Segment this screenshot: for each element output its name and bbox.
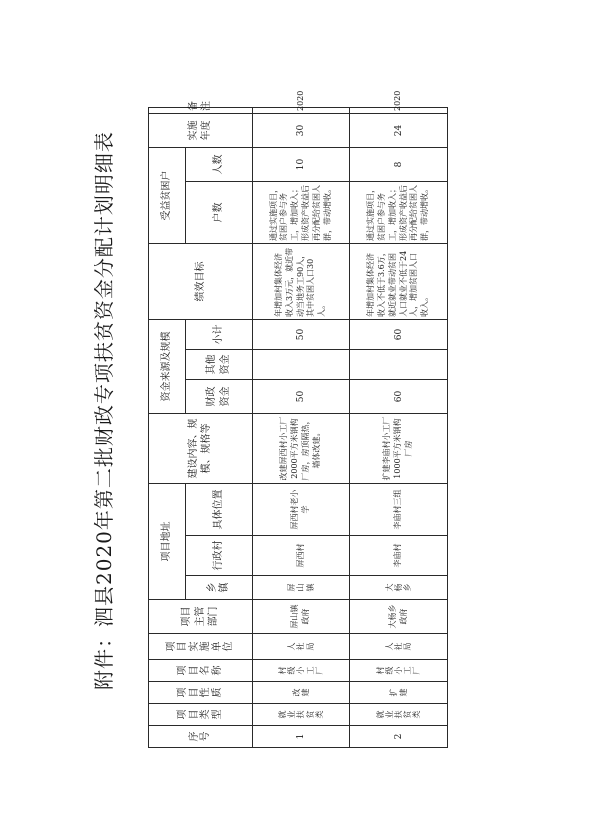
table-row [350, 108, 448, 748]
header-type: 项目类型 [149, 704, 253, 726]
cell-type: 就业扶贫类 [252, 704, 350, 726]
page-title: 附件：泗县2020年第二批财政专项扶贫资金分配计划明细表 [91, 131, 116, 690]
header-subtotal: 小计 [185, 320, 252, 350]
cell-content: 改建屏西村小工厂2000平方米钢构厂房，房顶隔热，墙体改建。 [252, 414, 350, 484]
cell-nature: 改建 [252, 682, 350, 704]
header-remark: 备注 [149, 108, 253, 114]
cell-households: 通过实施项目，贫困户参与务工，增加收入；形成资产收益后再分配给贫困人群，带动增收。 [252, 182, 350, 244]
cell-goal: 年增加村集体经济收入3万元，就近带动当地务工90人，其中贫困人口30人。 [252, 244, 350, 320]
header-unit: 项目实施单位 [149, 634, 253, 660]
cell-other [350, 350, 448, 380]
cell-fiscal: 50 [252, 380, 350, 414]
header-dept: 项目主管部门 [149, 600, 253, 634]
header-site: 具体位置 [185, 484, 252, 536]
cell-name: 村级小工厂 [252, 660, 350, 682]
header-row-1 [149, 108, 186, 748]
header-content: 建设内容、规模、规格等 [149, 414, 253, 484]
cell-subtotal: 50 [252, 320, 350, 350]
cell-seq: 2 [350, 726, 448, 748]
cell-seq: 1 [252, 726, 350, 748]
header-seq: 序号 [149, 726, 253, 748]
cell-unit: 人社局 [350, 634, 448, 660]
cell-remark: 2020 [252, 108, 350, 114]
header-location: 项目地址 [149, 484, 186, 600]
cell-other [252, 350, 350, 380]
header-persons: 人数 [185, 148, 252, 182]
header-goal: 绩效目标 [149, 244, 253, 320]
cell-year: 30 [252, 114, 350, 148]
table-row [252, 108, 350, 748]
cell-persons: 10 [252, 148, 350, 182]
allocation-table-wrapper [148, 90, 448, 748]
header-other: 其他资金 [185, 350, 252, 380]
cell-households: 通过实施项目，贫困户参与务工，增加收入；形成资产收益后再分配给贫困人群，带动增收。 [350, 182, 448, 244]
cell-village: 屏西村 [252, 536, 350, 576]
cell-persons: 8 [350, 148, 448, 182]
cell-dept: 大杨乡政府 [350, 600, 448, 634]
cell-site: 屏西村老小学 [252, 484, 350, 536]
allocation-table [148, 90, 448, 748]
cell-town: 屏山镇 [252, 576, 350, 600]
cell-dept: 屏山镇政府 [252, 600, 350, 634]
header-beneficiary: 受益贫困户 [149, 148, 186, 244]
header-town: 乡镇 [185, 576, 252, 600]
cell-village: 李庙村 [350, 536, 448, 576]
cell-type: 就业扶贫类 [350, 704, 448, 726]
cell-town: 大杨乡 [350, 576, 448, 600]
cell-remark: 2020 [350, 108, 448, 114]
cell-goal: 年增加村集体经济收入不低于3.6万，就近就业带动贫困人口就业不低于24人，增加贫困人口收入。 [350, 244, 448, 320]
header-households: 户数 [185, 182, 252, 244]
cell-content: 扩建李庙村小工厂1000平方米钢构厂房 [350, 414, 448, 484]
cell-nature: 扩建 [350, 682, 448, 704]
cell-name: 村级小工厂 [350, 660, 448, 682]
cell-subtotal: 60 [350, 320, 448, 350]
cell-site: 李庙村三组 [350, 484, 448, 536]
cell-fiscal: 60 [350, 380, 448, 414]
header-nature: 项目性质 [149, 682, 253, 704]
header-fiscal: 财政资金 [185, 380, 252, 414]
header-name: 项目名称 [149, 660, 253, 682]
header-year: 实施年度 [149, 114, 253, 148]
header-village: 行政村 [185, 536, 252, 576]
header-funds: 资金来源及规模 [149, 320, 186, 414]
cell-year: 24 [350, 114, 448, 148]
cell-unit: 人社局 [252, 634, 350, 660]
